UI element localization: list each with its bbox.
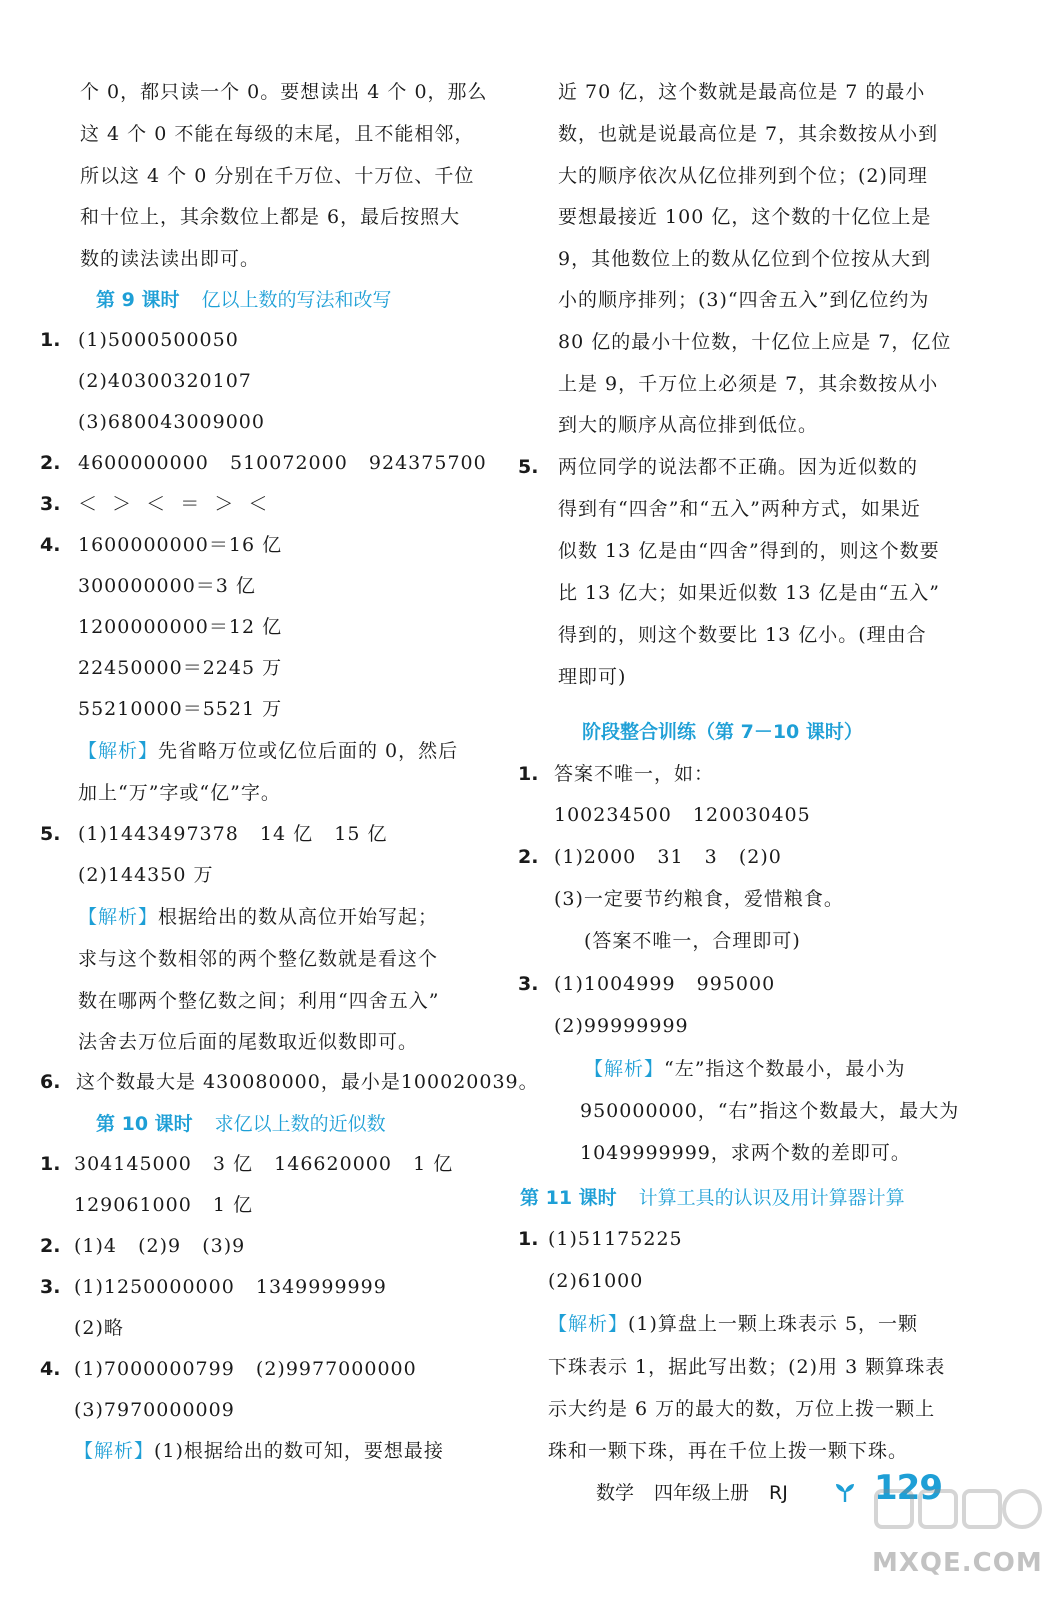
- answer-text-line: 法舍去万位后面的尾数取近似数即可。: [78, 1031, 419, 1053]
- answer-text-line: 55210000＝5521 万: [78, 698, 283, 720]
- answer-text-line: (3)一定要节约粮食，爱惜粮食。: [554, 888, 844, 910]
- answer-text-line: 数，也就是说最高位是 7，其余数按从小到: [558, 123, 939, 145]
- answer-text-line: 小的顺序排列；(3)“四舍五入”到亿位约为: [558, 289, 930, 311]
- question-number: 2.: [40, 1235, 61, 1257]
- question-number: 3.: [40, 493, 61, 515]
- question-number: 4.: [40, 1358, 61, 1380]
- answer-text-line: 100234500 120030405: [554, 804, 811, 826]
- question-number: 2.: [518, 846, 539, 868]
- answer-text-line: (2)61000: [548, 1270, 644, 1292]
- answer-text-line: 答案不唯一，如：: [554, 763, 715, 785]
- footer-grade: 四年级上册: [654, 1482, 750, 1504]
- watermark-text: MXQE.COM: [872, 1548, 1043, 1578]
- page-number: 129: [874, 1468, 942, 1508]
- analysis-text: “左”指这个数最小，最小为: [664, 1058, 906, 1080]
- answer-text-line: 比 13 亿大；如果近似数 13 亿是由“五入”: [558, 582, 940, 604]
- answer-text-line: (3)7970000009: [74, 1399, 235, 1421]
- analysis-tag: 【解析】: [78, 740, 159, 762]
- answer-text-line: 珠和一颗下珠，再在千位上拨一颗下珠。: [548, 1440, 909, 1462]
- answer-text-line: 似数 13 亿是由“四舍”得到的，则这个数要: [558, 540, 940, 562]
- answer-text-line: (1)5000500050: [78, 329, 239, 351]
- analysis-tag: 【解析】: [584, 1058, 665, 1080]
- answer-text-line: 1600000000＝16 亿: [78, 534, 283, 556]
- question-number: 6.: [40, 1071, 61, 1093]
- lesson-number: 第 9 课时: [96, 289, 180, 311]
- analysis-text: 根据给出的数从高位开始写起；: [158, 906, 439, 928]
- question-number: 2.: [40, 452, 61, 474]
- answer-text-line: 两位同学的说法都不正确。因为近似数的: [558, 456, 919, 478]
- answer-text-line: 和十位上，其余数位上都是 6，最后按照大: [80, 206, 461, 228]
- answer-text-line: 129061000 1 亿: [74, 1194, 254, 1216]
- answer-text-line: 950000000，“右”指这个数最大，最大为: [580, 1100, 960, 1122]
- analysis-line: [78, 903, 438, 931]
- answer-text-line: 这 4 个 0 不能在每级的末尾，且不能相邻，: [80, 123, 475, 145]
- lesson-title: 求亿以上数的近似数: [214, 1113, 386, 1135]
- answer-text-line: 数在哪两个整亿数之间；利用“四舍五入”: [78, 990, 440, 1012]
- answer-text-line: 到大的顺序从高位排到低位。: [558, 414, 819, 436]
- answer-text-line: 理即可): [558, 666, 627, 688]
- lesson-heading: [520, 1184, 905, 1212]
- question-number: 3.: [40, 1276, 61, 1298]
- answer-text-line: 9，其他数位上的数从亿位到个位按从大到: [558, 248, 932, 270]
- answer-text-line: 示大约是 6 万的最大的数，万位上拨一颗上: [548, 1398, 936, 1420]
- answer-text-line: 4600000000 510072000 924375700: [78, 452, 487, 474]
- answer-text-line: (1)4 (2)9 (3)9: [74, 1235, 246, 1257]
- answer-text-line: 加上“万”字或“亿”字。: [78, 782, 281, 804]
- answer-text-line: 要想最接近 100 亿，这个数的十亿位上是: [558, 206, 932, 228]
- answer-text-line: 300000000＝3 亿: [78, 575, 256, 597]
- question-number: 1.: [40, 1153, 61, 1175]
- answer-text-line: (1)1250000000 1349999999: [74, 1276, 387, 1298]
- answer-text-line: ＜ ＞ ＜ ＝ ＞ ＜: [78, 493, 269, 515]
- answer-text-line: 80 亿的最小十位数，十亿位上应是 7，亿位: [558, 331, 952, 353]
- analysis-line: [74, 1437, 444, 1465]
- answer-text-line: (2)99999999: [554, 1015, 689, 1037]
- analysis-tag: 【解析】: [548, 1313, 629, 1335]
- lesson-number: 第 10 课时: [96, 1113, 193, 1135]
- analysis-text: 先省略万位或亿位后面的 0，然后: [158, 740, 459, 762]
- lesson-heading: [96, 1110, 386, 1138]
- question-number: 1.: [40, 329, 61, 351]
- lesson-heading: [96, 286, 391, 314]
- lesson-number: 第 11 课时: [520, 1187, 617, 1209]
- answer-text-line: 22450000＝2245 万: [78, 657, 283, 679]
- answer-text-line: 上是 9，千万位上必须是 7，其余数按从小: [558, 373, 939, 395]
- analysis-line: [548, 1310, 918, 1338]
- answer-text-line: (1)1443497378 14 亿 15 亿: [78, 823, 388, 845]
- answer-text-line: (1)51175225: [548, 1228, 683, 1250]
- answer-text-line: (1)2000 31 3 (2)0: [554, 846, 782, 868]
- analysis-tag: 【解析】: [74, 1440, 155, 1462]
- answer-text-line: 求与这个数相邻的两个整亿数就是看这个: [78, 948, 439, 970]
- question-number: 1.: [518, 1228, 539, 1250]
- answer-text-line: 所以这 4 个 0 分别在千万位、十万位、千位: [80, 165, 475, 187]
- answer-text-line: 得到有“四舍”和“五入”两种方式，如果近: [558, 498, 921, 520]
- footer-subject: 数学: [596, 1482, 635, 1504]
- answer-text-line: (1)7000000799 (2)9977000000: [74, 1358, 417, 1380]
- footer-edition: RJ: [769, 1482, 788, 1504]
- answer-text-line: (2)144350 万: [78, 864, 214, 886]
- answer-text-line: 1049999999，求两个数的差即可。: [580, 1142, 911, 1164]
- analysis-line: [78, 737, 458, 765]
- page-footer: [596, 1478, 808, 1505]
- question-number: 5.: [40, 823, 61, 845]
- answer-text-line: (2)40300320107: [78, 370, 252, 392]
- answer-text-line: 近 70 亿，这个数就是最高位是 7 的最小: [558, 81, 926, 103]
- analysis-text: (1)根据给出的数可知，要想最接: [154, 1440, 444, 1462]
- answer-text-line: 下珠表示 1，据此写出数；(2)用 3 颗算珠表: [548, 1356, 946, 1378]
- question-number: 1.: [518, 763, 539, 785]
- question-number: 5.: [518, 456, 539, 478]
- lesson-title: 亿以上数的写法和改写: [201, 289, 392, 311]
- answer-text-line: 数的读法读出即可。: [80, 248, 261, 270]
- question-number: 4.: [40, 534, 61, 556]
- answer-text-line: (2)略: [74, 1317, 124, 1339]
- answer-text-line: 1200000000＝12 亿: [78, 616, 283, 638]
- lesson-title: 计算工具的认识及用计算器计算: [638, 1187, 905, 1209]
- answer-text-line: (1)1004999 995000: [554, 973, 776, 995]
- question-number: 3.: [518, 973, 539, 995]
- leaf-icon: [834, 1482, 856, 1504]
- answer-text-line: 304145000 3 亿 146620000 1 亿: [74, 1153, 454, 1175]
- section-heading: 阶段整合训练（第 7－10 课时）: [582, 721, 863, 743]
- analysis-tag: 【解析】: [78, 906, 159, 928]
- answer-text-line: (答案不唯一，合理即可): [584, 930, 801, 952]
- answer-text-line: 个 0，都只读一个 0。要想读出 4 个 0，那么: [80, 81, 488, 103]
- answer-text-line: (3)680043009000: [78, 411, 265, 433]
- answer-text-line: 这个数最大是 430080000，最小是100020039。: [76, 1071, 539, 1093]
- analysis-text: (1)算盘上一颗上珠表示 5，一颗: [628, 1313, 919, 1335]
- answer-text-line: 得到的，则这个数要比 13 亿小。(理由合: [558, 624, 927, 646]
- analysis-line: [584, 1055, 905, 1083]
- answer-text-line: 大的顺序依次从亿位排列到个位；(2)同理: [558, 165, 928, 187]
